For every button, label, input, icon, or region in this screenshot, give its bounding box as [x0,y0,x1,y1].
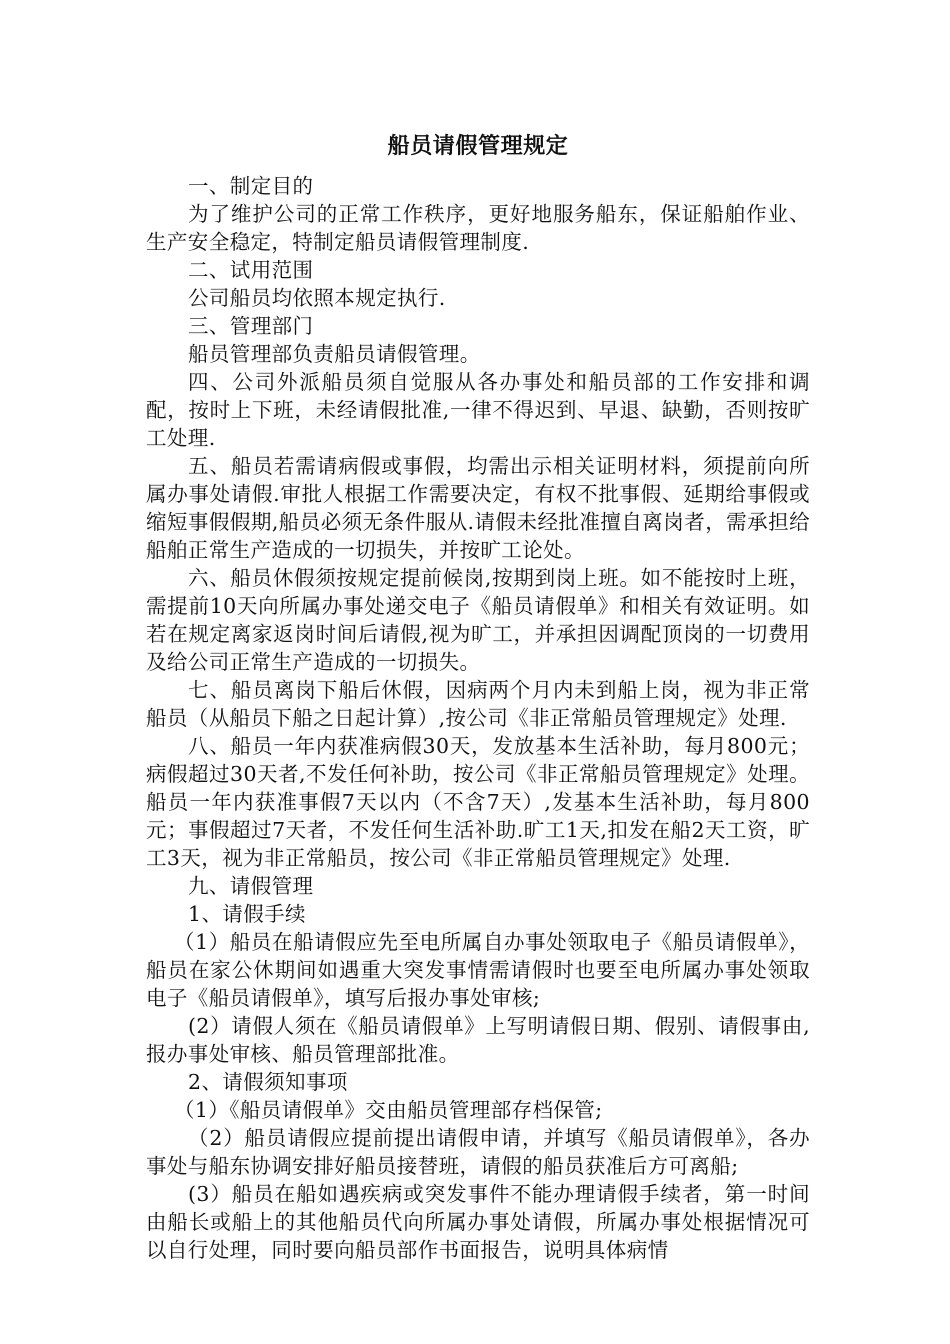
paragraph-procedure-1: （1）船员在船请假应先至电所属自办事处领取电子《船员请假单》，船员在家公休期间如遇重大突发事情需请假时也要至电所属办事处领取电子《船员请假单》，填写后报办事处审核; [146,930,810,1010]
document-body [146,132,810,1264]
subheading-leave-notes: 2、请假须知事项 [188,1070,348,1094]
paragraph-procedure-2: (2）请假人须在《船员请假单》上写明请假日期、假别、请假事由,报办事处审核、船员管理部批准。 [146,1014,810,1066]
paragraph-notes-3: (3）船员在船如遇疾病或突发事件不能办理请假手续者，第一时间由船长或船上的其他船员代向所属办事处请假，所属办事处根据情况可以自行处理，同时要向船员部作书面报告，说明具体病情 [146,1182,810,1262]
section-heading-purpose: 一、制定目的 [188,174,314,198]
section-heading-leave-management: 九、请假管理 [188,874,314,898]
paragraph-rule-8: 八、船员一年内获准病假30天，发放基本生活补助，每月800元；病假超过30天者,不发任何补助，按公司《非正常船员管理规定》处理。船员一年内获准事假7天以内（不含7天）,发基本生活补助，每月800元；事假超过7天者，不发任何生活补助.旷工1天,扣发在船2天工资，旷工3天，视为非正常船员，按公司《非正常船员管理规定》处理. [146,734,810,870]
paragraph-notes-2: （2）船员请假应提前提出请假申请，并填写《船员请假单》，各办事处与船东协调安排好船员接替班，请假的船员获准后方可离船; [146,1126,810,1178]
paragraph-scope: 公司船员均依照本规定执行. [188,286,446,310]
paragraph-rule-5: 五、船员若需请病假或事假，均需出示相关证明材料，须提前向所属办事处请假.审批人根据工作需要决定，有权不批事假、延期给事假或缩短事假假期,船员必须无条件服从.请假未经批准擅自离岗者，需承担给船舶正常生产造成的一切损失，并按旷工论处。 [146,454,810,562]
section-heading-scope: 二、试用范围 [188,258,314,282]
paragraph-notes-1: （1）《船员请假单》交由船员管理部存档保管; [174,1098,603,1122]
document-title: 船员请假管理规定 [387,134,569,159]
section-heading-department: 三、管理部门 [188,314,314,338]
subheading-leave-procedure: 1、请假手续 [188,902,306,926]
paragraph-rule-6: 六、船员休假须按规定提前候岗,按期到岗上班。如不能按时上班，需提前10天向所属办事处递交电子《船员请假单》和相关有效证明。如若在规定离家返岗时间后请假,视为旷工，并承担因调配顶岗的一切费用及给公司正常生产造成的一切损失。 [146,566,810,674]
paragraph-rule-7: 七、船员离岗下船后休假，因病两个月内未到船上岗，视为非正常船员（从船员下船之日起计算）,按公司《非正常船员管理规定》处理. [146,678,810,730]
paragraph-rule-4: 四、公司外派船员须自觉服从各办事处和船员部的工作安排和调配，按时上下班，未经请假批准,一律不得迟到、早退、缺勤，否则按旷工处理. [146,370,810,450]
paragraph-purpose: 为了维护公司的正常工作秩序，更好地服务船东，保证船舶作业、生产安全稳定，特制定船员请假管理制度. [146,202,810,254]
paragraph-department: 船员管理部负责船员请假管理。 [188,342,481,366]
